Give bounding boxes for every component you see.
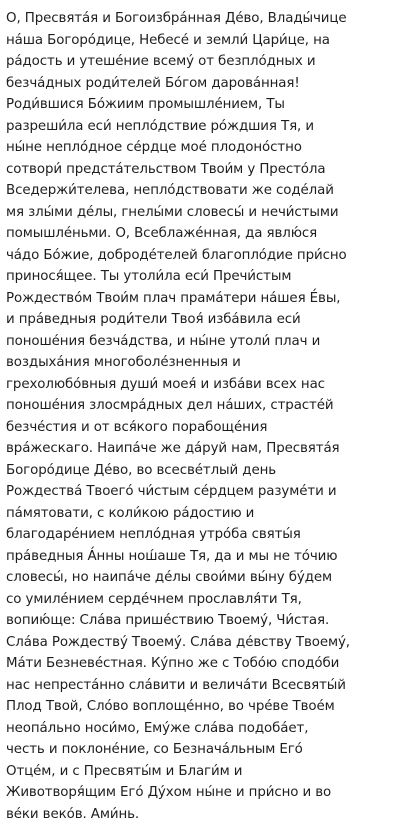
prayer-line: Богоро́дице Де́во, во всесве́тлый день xyxy=(6,460,397,482)
prayer-line: поноше́ния злосмра́дных дел на́ших, страсте́й xyxy=(6,395,397,417)
prayer-line: на́ша Богоро́дице, Небесе́ и земли́ Цари́це, на xyxy=(6,30,397,52)
prayer-line: безча́дных роди́телей Бо́гом дарова́нная! xyxy=(6,73,397,95)
prayer-line: ны́не непло́дное се́рдце мое́ плодоно́стно xyxy=(6,137,397,159)
prayer-line: Рождество́м Твои́м плач прама́тери на́шея Е́вы, xyxy=(6,288,397,310)
prayer-line: О, Пресвята́я и Богоизбра́нная Де́во, Влады́чице xyxy=(6,8,397,30)
prayer-line: Животворя́щим Его́ Ду́хом ны́не и при́сно и во xyxy=(6,782,397,804)
prayer-text xyxy=(6,8,397,825)
prayer-line: Вседержи́телева, непло́дствовати же соде́лай xyxy=(6,180,397,202)
prayer-line: честь и поклоне́ние, со Безнача́льным Его́ xyxy=(6,739,397,761)
prayer-line: нас непреста́нно сла́вити и велича́ти Всесвяты́й xyxy=(6,675,397,697)
prayer-line: ча́до Бо́жие, доброде́телей благопло́дие при́сно xyxy=(6,245,397,267)
prayer-line: пра́ведныя А́нны нош́аше Тя, да и мы не то́чию xyxy=(6,546,397,568)
prayer-line: со умиле́нием серде́чнем прославля́ти Тя, xyxy=(6,589,397,611)
prayer-line: благодаре́нием непло́дная утро́ба святы́я xyxy=(6,524,397,546)
prayer-line: мя злы́ми де́лы, гнелы́ми словесы́ и нечи́стыми xyxy=(6,202,397,224)
prayer-line: па́мятовати, с коли́кою ра́достию и xyxy=(6,503,397,525)
prayer-line: безче́стия и от вся́кого порабоще́ния xyxy=(6,417,397,439)
prayer-line: словесы́, но наипа́че де́лы свои́ми вы́ну бу́дем xyxy=(6,567,397,589)
prayer-line: Роди́вшися Бо́жиим промышле́нием, Ты xyxy=(6,94,397,116)
prayer-line: поноше́ния безча́дства, и ны́не утоли́ плач и xyxy=(6,331,397,353)
prayer-line: и пра́ведныя роди́тели Твоя́ изба́вила еси́ xyxy=(6,309,397,331)
prayer-line: Рождества́ Твоего́ чи́стым се́рдцем разуме́ти и xyxy=(6,481,397,503)
prayer-line: Сла́ва Рождеству́ Твоему́. Сла́ва де́вству Твоему́, xyxy=(6,632,397,654)
prayer-line: вра́жескаго. Наипа́че же да́руй нам, Пресвята́я xyxy=(6,438,397,460)
prayer-line: воздыха́ния многоболе́зненныя и xyxy=(6,352,397,374)
prayer-line: грехолюбо́вныя души́ моея́ и изба́ви всех нас xyxy=(6,374,397,396)
prayer-line: вопию́ще: Сла́ва прише́ствию Твоему́, Чи́стая. xyxy=(6,610,397,632)
prayer-line: Плод Твой, Сло́во воплоще́нно, во чре́ве Твое́м xyxy=(6,696,397,718)
prayer-line: ра́дость и утеше́ние всему́ от безпло́дных и xyxy=(6,51,397,73)
prayer-line: Отце́м, и с Пресвяты́м и Благи́м и xyxy=(6,761,397,783)
prayer-line: Ма́ти Безневе́стная. Ку́пно же с Тобо́ю сподо́би xyxy=(6,653,397,675)
prayer-line: принося́щее. Ты утоли́ла еси́ Пречи́стым xyxy=(6,266,397,288)
prayer-line: ве́ки веко́в. Ами́нь. xyxy=(6,804,397,825)
prayer-line: помышле́ньми. О, Всеблаже́нная, да явлю́ся xyxy=(6,223,397,245)
prayer-line: неопа́льно носи́мо, Ему́же сла́ва подоба́ет, xyxy=(6,718,397,740)
prayer-line: сотвори́ предста́тельством Твои́м у Престо́ла xyxy=(6,159,397,181)
prayer-line: разреши́ла еси́ непло́дствие ро́ждшия Тя, и xyxy=(6,116,397,138)
